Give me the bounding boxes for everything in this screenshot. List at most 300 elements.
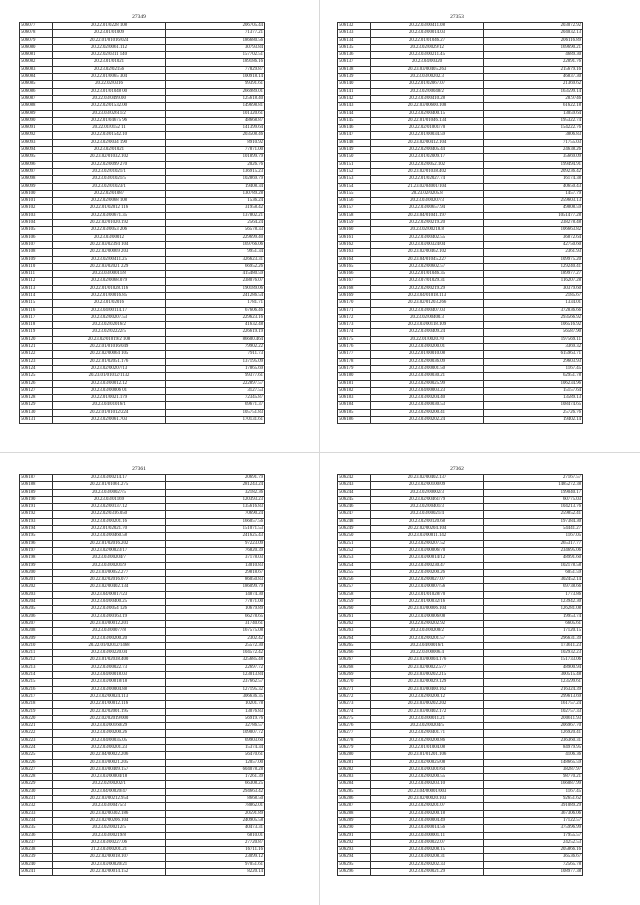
row-amount-cell: 13076.83 bbox=[166, 708, 265, 715]
row-id-cell: 506253 bbox=[338, 555, 371, 562]
row-code-cell: 20.23.03/00475/3 bbox=[53, 803, 166, 810]
table-row bbox=[338, 635, 583, 642]
row-amount-cell: 206116.89 bbox=[484, 37, 583, 44]
table-row bbox=[338, 132, 583, 139]
row-id-cell: 506177 bbox=[338, 351, 371, 358]
row-id-cell: 506123 bbox=[20, 358, 53, 365]
table-row bbox=[338, 708, 583, 715]
table-row bbox=[20, 650, 265, 657]
row-code-cell: 20.23.03/00030.21 bbox=[371, 373, 484, 380]
row-code-cell: 20.22.02/02016.077 bbox=[53, 577, 166, 584]
row-amount-cell: 615963.71 bbox=[484, 351, 583, 358]
row-amount-cell: 325685.48 bbox=[166, 657, 265, 664]
data-table bbox=[19, 474, 265, 876]
row-code-cell: 20.23.02/01032.102 bbox=[53, 154, 166, 161]
row-amount-cell: 17955.57 bbox=[484, 832, 583, 839]
row-amount-cell: 36536.67 bbox=[484, 854, 583, 861]
row-id-cell: 506219 bbox=[20, 708, 53, 715]
row-amount-cell: 22891.76 bbox=[484, 59, 583, 66]
row-code-cell: 20.23.03/00014.03 bbox=[371, 30, 484, 37]
table-row bbox=[338, 307, 583, 314]
table-row bbox=[338, 52, 583, 59]
table-row bbox=[338, 147, 583, 154]
row-id-cell: 506290 bbox=[338, 825, 371, 832]
row-code-cell: 20.22.01/02051.176 bbox=[53, 358, 166, 365]
row-code-cell: 20.23.03/00163.19 bbox=[53, 613, 166, 620]
row-amount-cell: 86600.464 bbox=[166, 336, 265, 343]
table-row bbox=[20, 854, 265, 861]
row-amount-cell: 106516.92 bbox=[484, 322, 583, 329]
table-panel-top-left bbox=[19, 14, 263, 424]
row-id-cell: 506136 bbox=[338, 52, 371, 59]
row-id-cell: 506188 bbox=[20, 482, 53, 489]
row-code-cell: 20.23.03/00007/56 bbox=[371, 584, 484, 591]
row-id-cell: 506217 bbox=[20, 693, 53, 700]
row-amount-cell: 100918.14 bbox=[166, 74, 265, 81]
table-row bbox=[20, 373, 265, 380]
row-amount-cell: 1773.86 bbox=[484, 591, 583, 598]
row-amount-cell: 20591.89 bbox=[166, 810, 265, 817]
row-code-cell: 20.23.04/01045.227 bbox=[371, 256, 484, 263]
row-id-cell: 506198 bbox=[20, 555, 53, 562]
table-row bbox=[20, 825, 265, 832]
table-row bbox=[338, 584, 583, 591]
row-amount-cell: 71377.21 bbox=[166, 30, 265, 37]
row-code-cell: 20.22.02/0068 108 bbox=[53, 198, 166, 205]
table-row bbox=[20, 168, 265, 175]
row-id-cell: 506266 bbox=[338, 650, 371, 657]
row-code-cell: 20.23.03/00004.88 bbox=[53, 686, 166, 693]
table-row bbox=[338, 409, 583, 416]
row-id-cell: 506260 bbox=[338, 606, 371, 613]
row-id-cell: 506221 bbox=[20, 723, 53, 730]
table-row bbox=[20, 234, 265, 241]
row-id-cell: 506187 bbox=[20, 475, 53, 482]
table-row bbox=[338, 205, 583, 212]
row-amount-cell: 206967.70 bbox=[484, 723, 583, 730]
row-code-cell: 20.23.02/00461/79 bbox=[371, 496, 484, 503]
row-id-cell: 506129 bbox=[20, 402, 53, 409]
table-row bbox=[20, 518, 265, 525]
row-code-cell: 20.23.02/00025.99 bbox=[371, 380, 484, 387]
table-row bbox=[338, 30, 583, 37]
row-amount-cell: 375996.99 bbox=[484, 825, 583, 832]
row-amount-cell: 151071.53 bbox=[166, 526, 265, 533]
row-amount-cell: 98770.21 bbox=[484, 774, 583, 781]
row-code-cell: 20.23.03/00011.142 bbox=[371, 533, 484, 540]
row-code-cell: 20.23.02/00411.25 bbox=[53, 256, 166, 263]
row-code-cell: 20.23.03/00219/8 bbox=[53, 832, 166, 839]
table-row bbox=[20, 613, 265, 620]
row-amount-cell: 4689.30 bbox=[484, 52, 583, 59]
row-code-cell: 21.23.02/04001/104 bbox=[371, 183, 484, 190]
table-row bbox=[20, 147, 265, 154]
table-row bbox=[20, 489, 265, 496]
row-code-cell: 20.23.03/00204/7 bbox=[53, 555, 166, 562]
row-id-cell: 506229 bbox=[20, 781, 53, 788]
row-id-cell: 506128 bbox=[20, 395, 53, 402]
row-code-cell: 20.23.03/00201.16 bbox=[53, 518, 166, 525]
table-row bbox=[338, 562, 583, 569]
table-row bbox=[20, 562, 265, 569]
row-code-cell: 20.22.01/00034.59 bbox=[371, 132, 484, 139]
row-code-cell: 20.23.03/00011.21 bbox=[371, 715, 484, 722]
row-id-cell: 506166 bbox=[338, 271, 371, 278]
row-id-cell: 506295 bbox=[338, 861, 371, 868]
table-row bbox=[20, 810, 265, 817]
row-id-cell: 506189 bbox=[20, 489, 53, 496]
row-amount-cell: 66952.26 bbox=[166, 263, 265, 270]
row-code-cell: 20.22.03/0054 126 bbox=[53, 606, 166, 613]
row-code-cell: 20.22.02/01087 bbox=[53, 190, 166, 197]
row-id-cell: 506287 bbox=[338, 803, 371, 810]
row-amount-cell: 104572.42 bbox=[166, 650, 265, 657]
row-amount-cell: 234695.06 bbox=[484, 547, 583, 554]
table-row bbox=[20, 584, 265, 591]
table-row bbox=[20, 183, 265, 190]
row-id-cell: 506207 bbox=[20, 620, 53, 627]
row-amount-cell: 154222.76 bbox=[484, 125, 583, 132]
row-code-cell: 20.23.03/00201/9 bbox=[53, 562, 166, 569]
table-row bbox=[20, 278, 265, 285]
row-id-cell: 506135 bbox=[338, 44, 371, 51]
table-row bbox=[338, 176, 583, 183]
table-row bbox=[20, 329, 265, 336]
row-amount-cell: 130789.28 bbox=[166, 190, 265, 197]
row-code-cell: 20.22.02/02019/000 bbox=[53, 715, 166, 722]
row-amount-cell: 27720.87 bbox=[166, 839, 265, 846]
row-amount-cell: 205866.16 bbox=[484, 847, 583, 854]
row-amount-cell: 77829.87 bbox=[166, 66, 265, 73]
row-amount-cell: 30379.60 bbox=[484, 285, 583, 292]
row-id-cell: 506275 bbox=[338, 715, 371, 722]
row-id-cell: 506265 bbox=[338, 642, 371, 649]
table-row bbox=[20, 365, 265, 372]
table-row bbox=[338, 730, 583, 737]
row-code-cell: 20.23.03/00014/12 bbox=[371, 555, 484, 562]
row-code-cell: 20.22.02/02001.195 bbox=[53, 708, 166, 715]
table-row bbox=[20, 759, 265, 766]
row-id-cell: 506106 bbox=[20, 234, 53, 241]
row-amount-cell: 38287.97 bbox=[484, 766, 583, 773]
row-id-cell: 506151 bbox=[338, 161, 371, 168]
row-amount-cell: 190189.06 bbox=[166, 285, 265, 292]
row-amount-cell: 151733.06 bbox=[484, 657, 583, 664]
table-row bbox=[20, 832, 265, 839]
table-row bbox=[20, 95, 265, 102]
table-row bbox=[20, 103, 265, 110]
row-id-cell: 506164 bbox=[338, 256, 371, 263]
row-amount-cell: 77871.00 bbox=[166, 599, 265, 606]
row-amount-cell: 101320.61 bbox=[166, 110, 265, 117]
row-id-cell: 506211 bbox=[20, 650, 53, 657]
row-code-cell: 20.23.03/00200.26 bbox=[53, 730, 166, 737]
row-code-cell: 20.23.04/00400.25 bbox=[53, 599, 166, 606]
row-code-cell: 20.22.01/02012 116 bbox=[53, 205, 166, 212]
row-amount-cell: 157702.51 bbox=[166, 52, 265, 59]
row-id-cell: 506194 bbox=[20, 526, 53, 533]
row-amount-cell: 240905.58 bbox=[166, 817, 265, 824]
row-id-cell: 506170 bbox=[338, 300, 371, 307]
table-row bbox=[338, 752, 583, 759]
row-amount-cell: 189186.16 bbox=[166, 59, 265, 66]
table-row bbox=[338, 555, 583, 562]
row-amount-cell: 163599.14 bbox=[484, 88, 583, 95]
table-row bbox=[20, 869, 265, 876]
row-id-cell: 506186 bbox=[338, 417, 371, 424]
row-code-cell: 20.23.03/00200.20 bbox=[53, 635, 166, 642]
table-row bbox=[20, 307, 265, 314]
row-id-cell: 506204 bbox=[20, 599, 53, 606]
row-code-cell: 20.23.03/00014.56 bbox=[371, 825, 484, 832]
row-code-cell: 20.22.02/00204.104 bbox=[371, 526, 484, 533]
row-code-cell: 20.23.03/01021/5 bbox=[53, 176, 166, 183]
row-amount-cell: 32786.57 bbox=[166, 723, 265, 730]
row-id-cell: 506158 bbox=[338, 212, 371, 219]
table-row bbox=[338, 577, 583, 584]
row-code-cell: 20.23.03/00012.201 bbox=[53, 620, 166, 627]
row-id-cell: 506078 bbox=[20, 30, 53, 37]
row-id-cell: 506098 bbox=[20, 176, 53, 183]
row-id-cell: 506114 bbox=[20, 292, 53, 299]
row-amount-cell: 71755.03 bbox=[484, 139, 583, 146]
row-amount-cell: 16174.38 bbox=[484, 176, 583, 183]
row-code-cell: 20.23.02/01021 bbox=[53, 147, 166, 154]
table-panel-bottom-left bbox=[19, 466, 263, 876]
row-id-cell: 506199 bbox=[20, 562, 53, 569]
row-code-cell: 20.23.04/00035.05 bbox=[53, 737, 166, 744]
row-id-cell: 506192 bbox=[20, 511, 53, 518]
table-row bbox=[338, 387, 583, 394]
row-code-cell: 20.22.01/01046.27 bbox=[371, 37, 484, 44]
row-id-cell: 506228 bbox=[20, 774, 53, 781]
row-amount-cell: 236360.31 bbox=[484, 737, 583, 744]
row-amount-cell: 17122.57 bbox=[484, 817, 583, 824]
table-row bbox=[20, 74, 265, 81]
row-code-cell: 20.23.03/00004/18 bbox=[53, 774, 166, 781]
table-row bbox=[20, 642, 265, 649]
row-code-cell: 20.23.02/0034 190 bbox=[53, 139, 166, 146]
row-id-cell: 506251 bbox=[338, 540, 371, 547]
row-amount-cell: 1457.79 bbox=[484, 190, 583, 197]
row-code-cell: 20.22.02/00405.44 bbox=[371, 147, 484, 154]
row-id-cell: 506193 bbox=[20, 518, 53, 525]
table-row bbox=[338, 241, 583, 248]
row-id-cell: 506244 bbox=[338, 489, 371, 496]
table-row bbox=[338, 110, 583, 117]
row-amount-cell: 4106.36 bbox=[484, 752, 583, 759]
row-amount-cell: 265317.77 bbox=[484, 540, 583, 547]
row-amount-cell: 92651.62 bbox=[484, 796, 583, 803]
table-row bbox=[338, 322, 583, 329]
row-amount-cell: 126281.08 bbox=[484, 606, 583, 613]
row-id-cell: 506134 bbox=[338, 37, 371, 44]
row-amount-cell: 27167.57 bbox=[484, 475, 583, 482]
row-amount-cell: 40473.31 bbox=[166, 825, 265, 832]
table-row bbox=[338, 300, 583, 307]
row-id-cell: 506145 bbox=[338, 117, 371, 124]
table-row bbox=[338, 686, 583, 693]
row-code-cell: 20.23.03/00027/5 bbox=[53, 489, 166, 496]
row-id-cell: 506095 bbox=[20, 154, 53, 161]
table-row bbox=[338, 606, 583, 613]
row-code-cell: 20.23.01/01028/70 bbox=[371, 591, 484, 598]
row-amount-cell: 186099.79 bbox=[166, 584, 265, 591]
row-amount-cell: 28.9746 bbox=[484, 95, 583, 102]
row-amount-cell: 101899.79 bbox=[166, 154, 265, 161]
table-row bbox=[338, 620, 583, 627]
row-id-cell: 506116 bbox=[20, 307, 53, 314]
table-row bbox=[20, 526, 265, 533]
row-code-cell: 20.23.02/01038.402 bbox=[371, 168, 484, 175]
row-code-cell: 20.23.03/00006/08 bbox=[371, 613, 484, 620]
table-row bbox=[20, 292, 265, 299]
row-amount-cell: 3369.32 bbox=[484, 344, 583, 351]
table-row bbox=[20, 774, 265, 781]
row-code-cell: 20.23.03/00022.07 bbox=[371, 839, 484, 846]
row-amount-cell: 56919.76 bbox=[166, 715, 265, 722]
row-amount-cell: 136915.23 bbox=[166, 168, 265, 175]
row-id-cell: 506235 bbox=[20, 825, 53, 832]
row-amount-cell: 8910.92 bbox=[166, 139, 265, 146]
table-row bbox=[338, 715, 583, 722]
row-id-cell: 506152 bbox=[338, 168, 371, 175]
row-code-cell: 20.23.04/01018.113 bbox=[371, 292, 484, 299]
row-id-cell: 506291 bbox=[338, 832, 371, 839]
row-id-cell: 506267 bbox=[338, 657, 371, 664]
row-id-cell: 506124 bbox=[20, 365, 53, 372]
row-code-cell: 20.22.03/00200.26 bbox=[371, 569, 484, 576]
row-id-cell: 506131 bbox=[20, 417, 53, 424]
row-code-cell: 20.23.03/00227.06 bbox=[53, 839, 166, 846]
row-amount-cell: 293566.92 bbox=[484, 314, 583, 321]
row-code-cell: 20.22.02/0311 140 bbox=[53, 52, 166, 59]
row-code-cell: 20.22.02/00069 203 bbox=[53, 249, 166, 256]
row-id-cell: 506283 bbox=[338, 774, 371, 781]
row-id-cell: 506281 bbox=[338, 759, 371, 766]
row-code-cell: 20.22.01/01012/224 bbox=[53, 409, 166, 416]
row-amount-cell: 1167.45 bbox=[484, 788, 583, 795]
table-row bbox=[338, 117, 583, 124]
row-code-cell: 20.22.02/00219.29 bbox=[371, 285, 484, 292]
row-amount-cell: 299613.69 bbox=[484, 693, 583, 700]
row-code-cell: 20.22.01/02067.07 bbox=[371, 81, 484, 88]
row-id-cell: 506132 bbox=[338, 23, 371, 30]
row-id-cell: 506268 bbox=[338, 664, 371, 671]
row-code-cell: 20.22.04/00022.206 bbox=[53, 752, 166, 759]
table-row bbox=[20, 504, 265, 511]
table-row bbox=[20, 708, 265, 715]
row-id-cell: 506224 bbox=[20, 744, 53, 751]
row-code-cell: 20.23.02/00207.52 bbox=[371, 540, 484, 547]
row-id-cell: 506137 bbox=[338, 59, 371, 66]
row-code-cell: 20.23.03/00011/8 bbox=[53, 271, 166, 278]
row-code-cell: 20.22.02/01020.192 bbox=[53, 220, 166, 227]
row-id-cell: 506209 bbox=[20, 635, 53, 642]
row-id-cell: 506282 bbox=[338, 766, 371, 773]
row-code-cell: 20.22.02/0099 270 bbox=[53, 161, 166, 168]
row-id-cell: 506206 bbox=[20, 613, 53, 620]
table-row bbox=[338, 672, 583, 679]
row-id-cell: 506093 bbox=[20, 139, 53, 146]
row-amount-cell: 367306.06 bbox=[484, 810, 583, 817]
table-row bbox=[338, 125, 583, 132]
row-id-cell: 506122 bbox=[20, 351, 53, 358]
row-amount-cell: 15374.34 bbox=[166, 744, 265, 751]
row-code-cell: 20.23.03/00208.15 bbox=[371, 847, 484, 854]
row-id-cell: 506174 bbox=[338, 329, 371, 336]
row-amount-cell: 69671.37 bbox=[166, 402, 265, 409]
row-id-cell: 506112 bbox=[20, 278, 53, 285]
row-id-cell: 506197 bbox=[20, 547, 53, 554]
table-row bbox=[338, 869, 583, 876]
table-row bbox=[338, 285, 583, 292]
row-code-cell: 20.23.01/02038.400 bbox=[53, 657, 166, 664]
row-id-cell: 506239 bbox=[20, 854, 53, 861]
row-id-cell: 506233 bbox=[20, 810, 53, 817]
table-row bbox=[338, 781, 583, 788]
row-id-cell: 506153 bbox=[338, 176, 371, 183]
row-amount-cell: 3806.83 bbox=[484, 132, 583, 139]
row-code-cell: 20.22.01/00012.116 bbox=[53, 701, 166, 708]
table-row bbox=[338, 23, 583, 30]
row-id-cell: 506226 bbox=[20, 759, 53, 766]
row-amount-cell: 266989.01 bbox=[166, 88, 265, 95]
row-amount-cell: 169690.21 bbox=[484, 44, 583, 51]
row-code-cell: 20.22.03/00201.23 bbox=[53, 744, 166, 751]
row-id-cell: 506212 bbox=[20, 657, 53, 664]
data-table bbox=[337, 474, 583, 876]
row-code-cell: 20.23.03/00001.11 bbox=[371, 832, 484, 839]
table-row bbox=[20, 132, 265, 139]
row-code-cell: 20.22.01/02021.70 bbox=[53, 526, 166, 533]
row-amount-cell: 13010.83 bbox=[166, 562, 265, 569]
row-id-cell: 506150 bbox=[338, 154, 371, 161]
row-amount-cell: 32182.36 bbox=[166, 489, 265, 496]
row-id-cell: 506237 bbox=[20, 839, 53, 846]
row-id-cell: 506200 bbox=[20, 569, 53, 576]
table-row bbox=[20, 241, 265, 248]
table-row bbox=[338, 161, 583, 168]
row-amount-cell: 42750.60 bbox=[484, 241, 583, 248]
row-id-cell: 506113 bbox=[20, 285, 53, 292]
row-amount-cell: 6051.59 bbox=[484, 569, 583, 576]
row-amount-cell: 17261.39 bbox=[166, 774, 265, 781]
table-row bbox=[20, 66, 265, 73]
row-id-cell: 506105 bbox=[20, 227, 53, 234]
row-amount-cell: 108977.38 bbox=[484, 869, 583, 876]
table-row bbox=[20, 23, 265, 30]
row-id-cell: 506126 bbox=[20, 380, 53, 387]
row-code-cell: 20.23.02/00400.15 bbox=[371, 110, 484, 117]
row-amount-cell: 141399.64 bbox=[166, 125, 265, 132]
table-row bbox=[20, 125, 265, 132]
row-code-cell: 20.23.02/00302.186 bbox=[53, 810, 166, 817]
table-row bbox=[20, 227, 265, 234]
row-amount-cell: 197384.30 bbox=[484, 518, 583, 525]
table-row bbox=[338, 832, 583, 839]
row-amount-cell: 294663.42 bbox=[166, 788, 265, 795]
table-row bbox=[20, 679, 265, 686]
row-amount-cell: 148665.59 bbox=[484, 759, 583, 766]
row-code-cell: 20.23.03/00207/3 bbox=[371, 198, 484, 205]
row-amount-cell: 37178.03 bbox=[166, 555, 265, 562]
table-row bbox=[338, 679, 583, 686]
row-code-cell: 20.23.03/00460.58 bbox=[53, 533, 166, 540]
row-amount-cell: 12057.00 bbox=[166, 759, 265, 766]
row-code-cell: 20.23.03/00012.12 bbox=[53, 380, 166, 387]
row-code-cell: 20.23.03/00211.45 bbox=[371, 52, 484, 59]
